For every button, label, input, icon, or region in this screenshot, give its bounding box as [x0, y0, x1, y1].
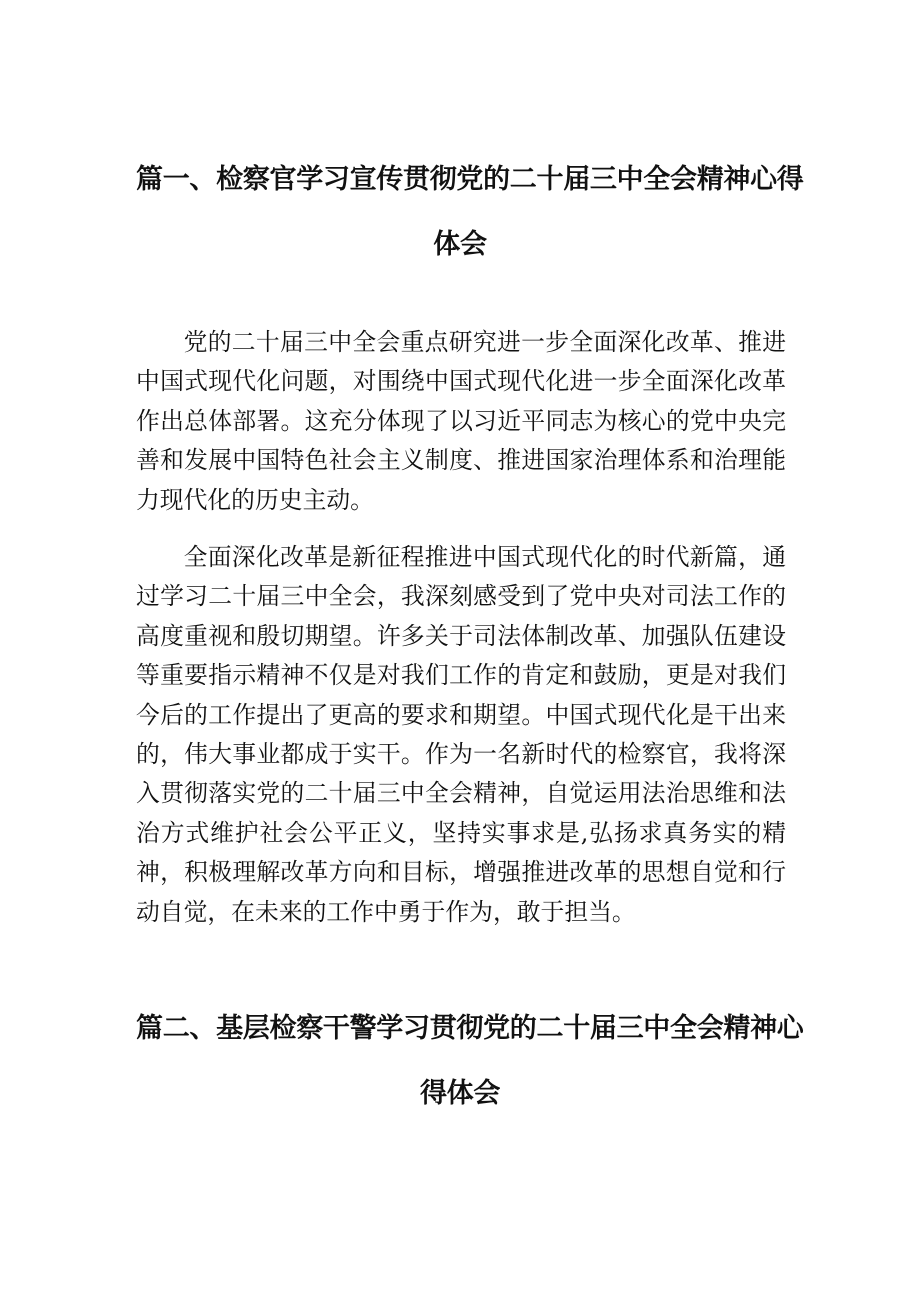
section1-paragraph-2: 全面深化改革是新征程推进中国式现代化的时代新篇，通过学习二十届三中全会，我深刻感受到了党中央对司法工作的高度重视和殷切期望。许多关于司法体制改革、加强队伍建设等重要指示精神不仅是对我们工作的肯定和鼓励，更是对我们今后的工作提出了更高的要求和期望。中国式现代化是干出来的，伟大事业都成于实干。作为一名新时代的检察官，我将深入贯彻落实党的二十届三中全会精神，自觉运用法治思维和法治方式维护社会公平正义，坚持实事求是,弘扬求真务实的精神，积极理解改革方向和目标，增强推进改革的思想自觉和行动自觉，在未来的工作中勇于作为，敢于担当。 [136, 543, 786, 926]
section1-title-line1: 篇一、检察官学习宣传贯彻党的二十届三中全会精神心得 [136, 164, 804, 195]
section2-title-line1: 篇二、基层检察干警学习贯彻党的二十届三中全会精神心 [136, 1013, 804, 1044]
section2-title-line2: 得体会 [419, 1078, 501, 1109]
section1-paragraph-1: 党的二十届三中全会重点研究进一步全面深化改革、推进中国式现代化问题，对围绕中国式现代化进一步全面深化改革作出总体部署。这充分体现了以习近平同志为核心的党中央完善和发展中国特色社会主义制度、推进国家治理体系和治理能力现代化的历史主动。 [136, 328, 786, 514]
section1-title-line2: 体会 [433, 229, 487, 260]
